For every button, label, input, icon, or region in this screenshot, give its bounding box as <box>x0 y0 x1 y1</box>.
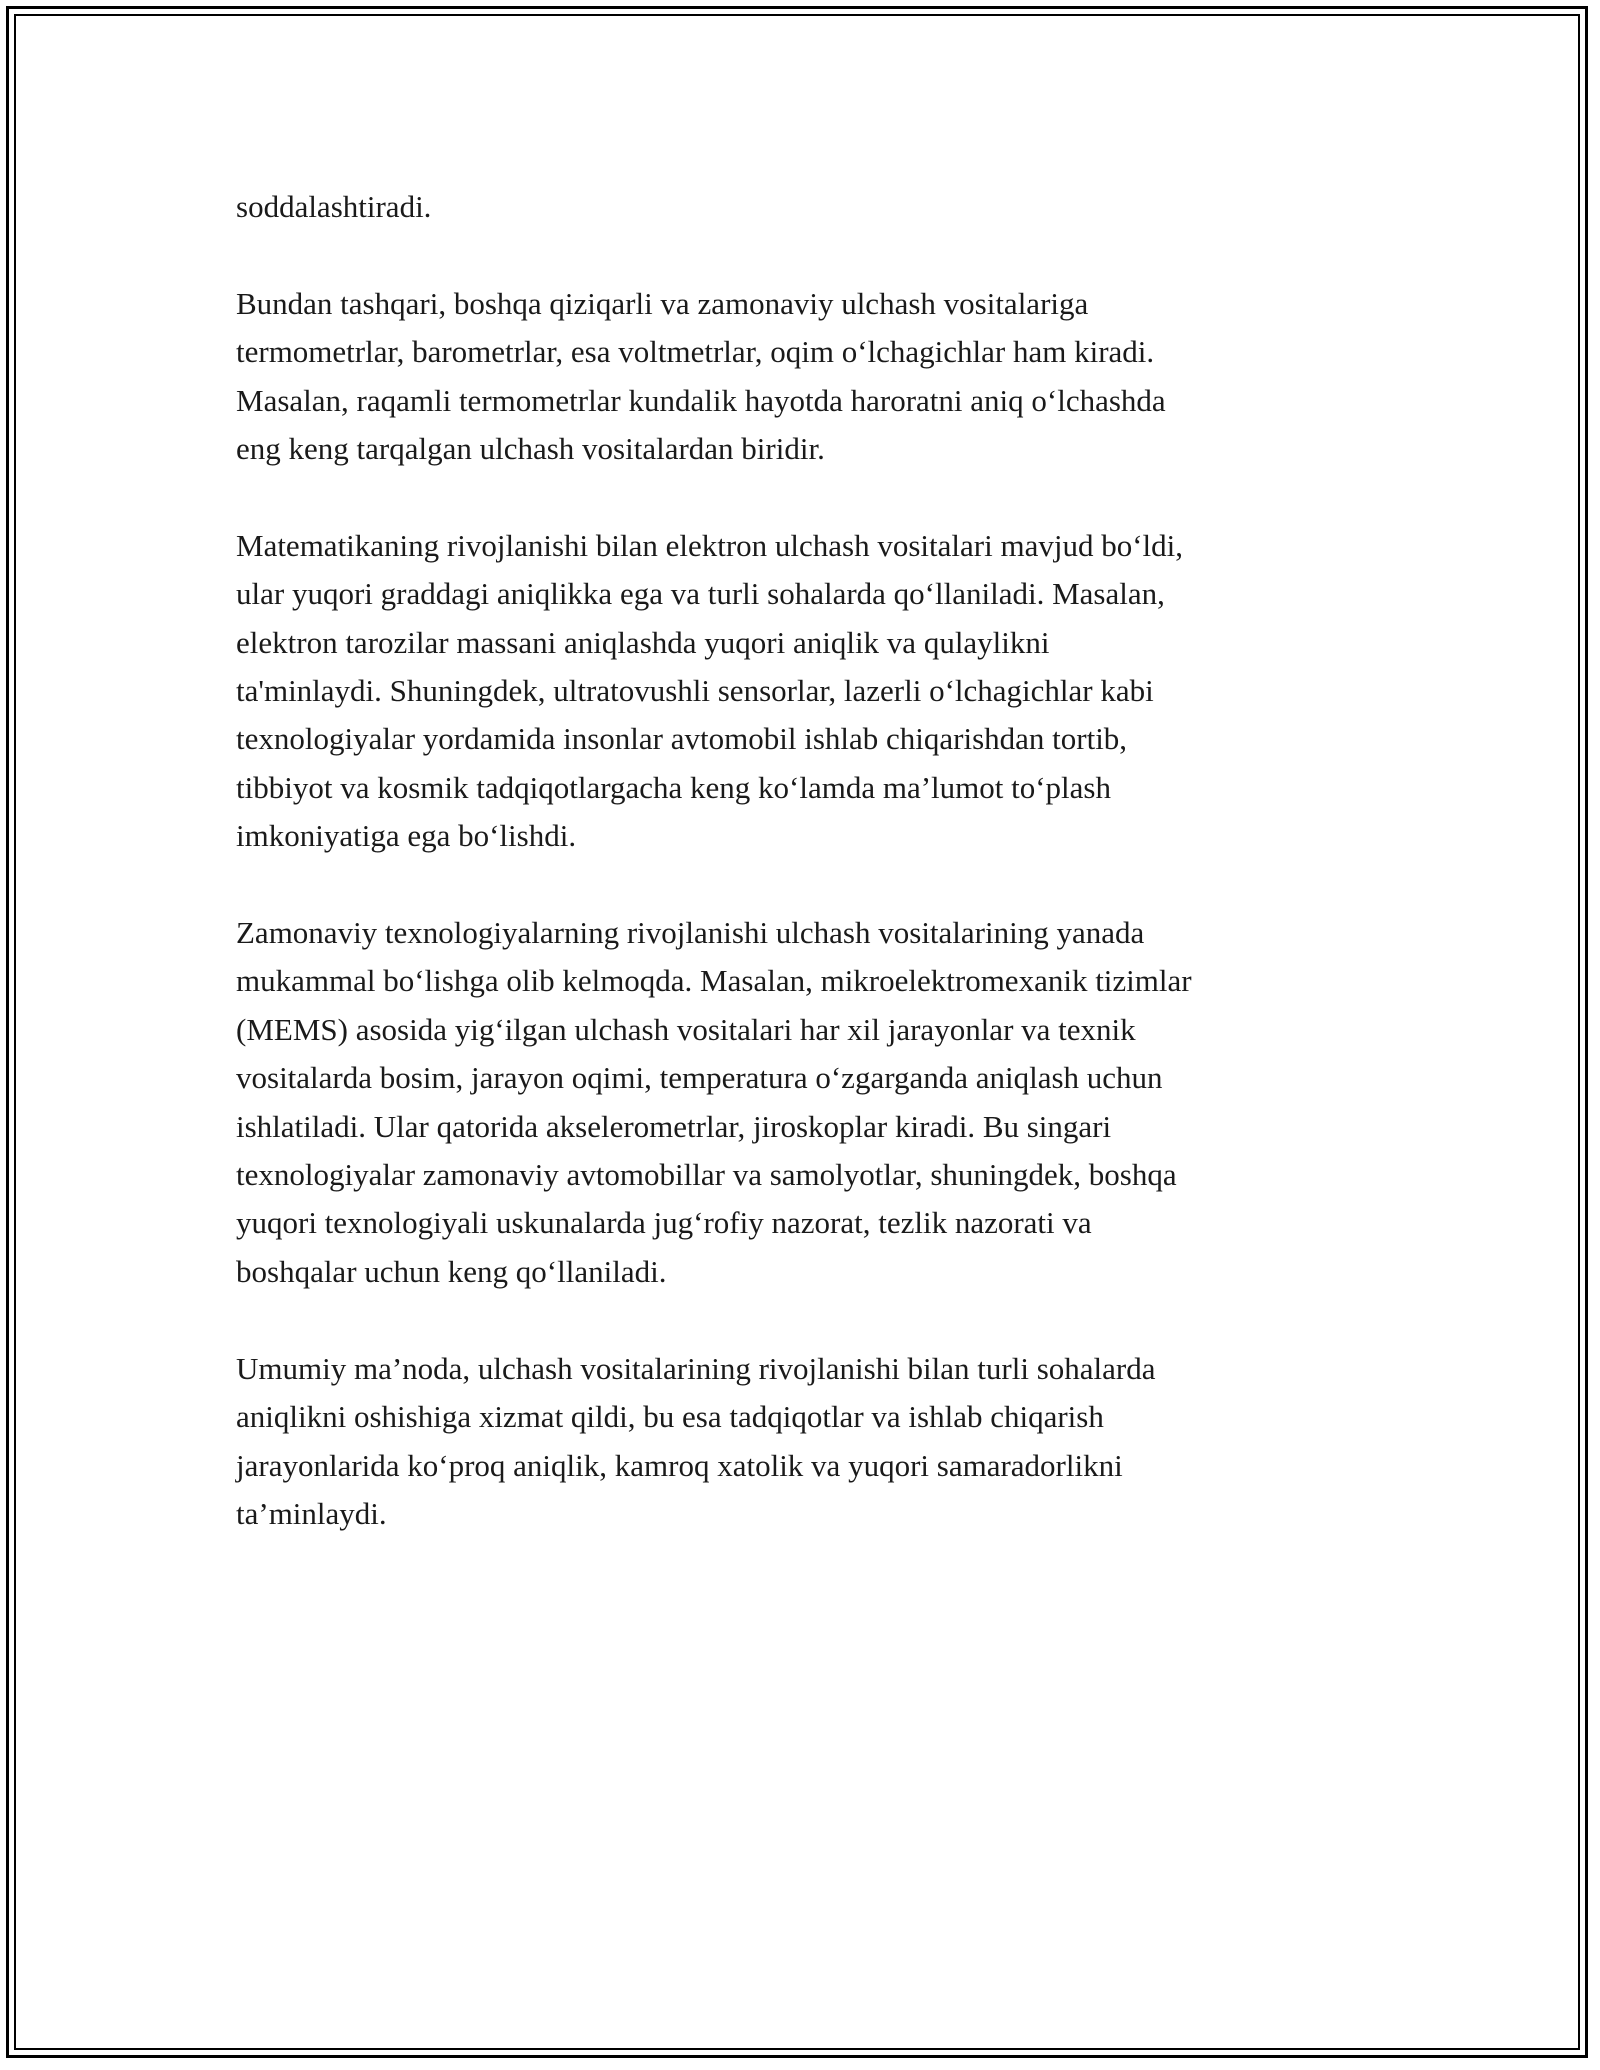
paragraph-modern-technologies: Zamonaviy texnologiyalarning rivojlanishi ulchash vositalarining yanada mukammal bo‘lishga olib kelmoqda. Masalan, mikroelektromexanik tizimlar (MEMS) asosida yig‘ilgan ulchash vositalari har xil jarayonlar va texnik vositalarda bosim, jarayon oqimi, temperatura o‘zgarganda aniqlash uchun ishlatiladi. Ular qatorida akselerometrlar, jiroskoplar kiradi. Bu singari texnologiyalar zamonaviy avtomobillar va samolyotlar, shuningdek, boshqa yuqori texnologiyali uskunalarda jug‘rofiy nazorat, tezlik nazorati va boshqalar uchun keng qo‘llaniladi. <box>236 915 1192 1289</box>
paragraph-conclusion: Umumiy ma’noda, ulchash vositalarining rivojlanishi bilan turli sohalarda aniqlikni oshishiga xizmat qildi, bu esa tadqiqotlar va ishlab chiqarish jarayonlarida ko‘proq aniqlik, kamroq xatolik va yuqori samaradorlikni ta’minlaydi. <box>236 1350 1156 1531</box>
paragraph-electronic-instruments: Matematikaning rivojlanishi bilan elektron ulchash vositalari mavjud bo‘ldi, ular yuqori graddagi aniqlikka ega va turli sohalarda qo‘llaniladi. Masalan, elektron tarozilar massani aniqlashda yuqori aniqlik va qulaylikni ta'minlaydi. Shuningdek, ultratovushli sensorlar, lazerli o‘lchagichlar kabi texnologiyalar yordamida insonlar avtomobil ishlab chiqarishdan tortib, tibbiyot va kosmik tadqiqotlargacha keng ko‘lamda ma’lumot to‘plash imkoniyatiga ega bo‘lishdi. <box>236 527 1184 854</box>
document-body <box>236 183 1386 1587</box>
paragraph-continuation: soddalashtiradi. <box>236 189 432 224</box>
paragraph-measuring-instruments: Bundan tashqari, boshqa qiziqarli va zamonaviy ulchash vositalariga termometrlar, barometrlar, esa voltmetrlar, oqim o‘lchagichlar ham kiradi. Masalan, raqamli termometrlar kundalik hayotda haroratni aniq o‘lchashda eng keng tarqalgan ulchash vositalardan biridir. <box>236 285 1166 467</box>
